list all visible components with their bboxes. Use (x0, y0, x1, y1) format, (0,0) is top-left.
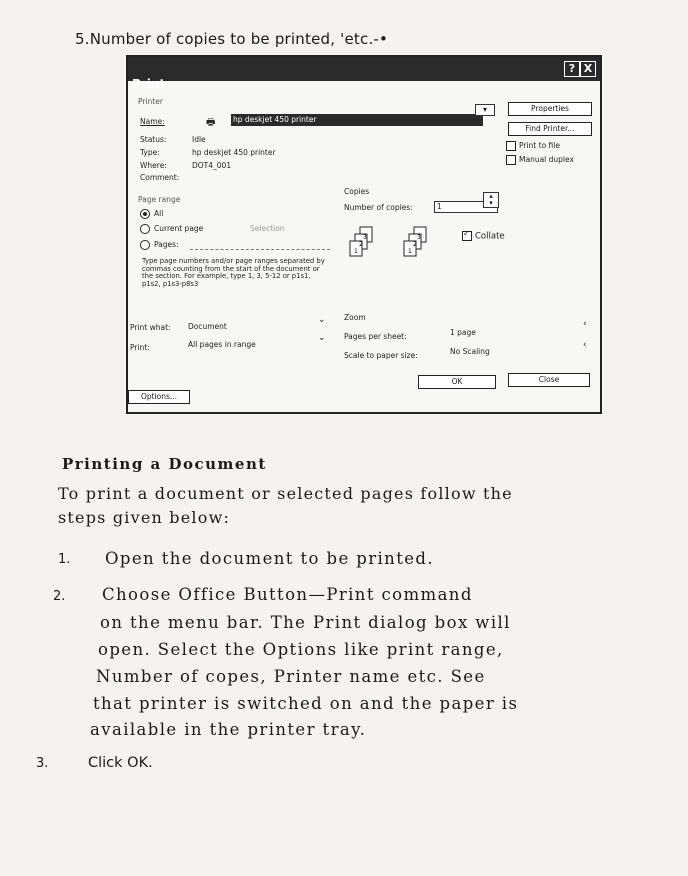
copies-label: Copies (344, 187, 370, 196)
where-value: DOT4_001 (192, 161, 232, 170)
find-printer-button[interactable]: Find Printer... (508, 122, 592, 136)
printer-icon: 🖶 (206, 117, 216, 128)
collate-label: Collate (475, 231, 505, 242)
step-text: open. Select the Options like print range, (98, 640, 504, 659)
scale-label: Scale to paper size: (344, 351, 418, 360)
print-label: Print: (130, 343, 150, 352)
all-radio[interactable] (140, 209, 163, 219)
current-page-label: Current page (154, 224, 204, 233)
pages-per-sheet-label: Pages per sheet: (344, 332, 407, 341)
close-icon[interactable]: X (580, 61, 596, 77)
step-number: 2. (53, 589, 66, 604)
print-select[interactable]: All pages in range (188, 340, 256, 349)
step-text: on the menu bar. The Print dialog box will (100, 613, 511, 632)
copies-input[interactable]: 1 (434, 201, 498, 213)
chevron-down-icon[interactable]: ‹ (583, 340, 587, 350)
selection-radio[interactable] (250, 224, 285, 233)
comment-label: Comment: (140, 173, 180, 182)
scale-select[interactable]: No Scaling (450, 347, 490, 356)
chevron-down-icon[interactable]: ⌄ (318, 315, 326, 325)
pages-help-text: Type page numbers and/or page ranges separated by commas counting from the start of the document or the section. For example, type 1, 3, 5-12 or p1s1, p1s2, p1s3-p8s3 (142, 257, 325, 288)
step-text: Number of copes, Printer name etc. See (96, 667, 486, 686)
ok-button[interactable]: OK (418, 375, 496, 389)
page-range-label: Page range (138, 195, 181, 204)
properties-button[interactable]: Properties (508, 102, 592, 116)
zoom-label: Zoom (344, 313, 366, 322)
svg-text:3: 3 (417, 234, 421, 241)
chevron-down-icon[interactable]: ⌄ (318, 333, 326, 343)
type-label: Type: (140, 148, 160, 157)
chevron-down-icon[interactable]: ▾ (475, 104, 495, 116)
pages-per-sheet-select[interactable]: 1 page (450, 328, 476, 337)
print-to-file-label: Print to file (519, 141, 560, 150)
step-text: available in the printer tray. (90, 720, 367, 739)
status-label: Status: (140, 135, 167, 144)
number-of-copies-label: Number of copies: (344, 203, 413, 212)
step-text: Open the document to be printed. (105, 549, 435, 568)
where-label: Where: (140, 161, 167, 170)
close-button[interactable]: Close (508, 373, 590, 387)
top-line: 5.Number of copies to be printed, 'etc.-• (75, 30, 389, 48)
radio-icon (140, 209, 150, 219)
radio-icon (140, 240, 150, 250)
pages-radio[interactable] (140, 240, 179, 250)
collate-illustration-icon (346, 225, 446, 271)
print-to-file-checkbox[interactable] (506, 141, 560, 151)
printer-section-label: Printer (138, 97, 163, 106)
print-dialog (126, 55, 602, 414)
printer-name-select[interactable]: hp deskjet 450 printer (231, 114, 483, 126)
selection-label: Selection (250, 224, 285, 233)
name-label: Name: (140, 117, 165, 126)
print-what-label: Print what: (130, 323, 171, 332)
current-page-radio[interactable] (140, 224, 203, 234)
checkbox-icon (506, 141, 516, 151)
dialog-title-bar (128, 57, 600, 91)
print-what-select[interactable]: Document (188, 322, 227, 331)
step-text: Choose Office Button—Print command (102, 585, 473, 604)
svg-text:3: 3 (363, 234, 367, 241)
status-value: Idle (192, 135, 206, 144)
chevron-down-icon[interactable]: ‹ (583, 319, 587, 329)
help-icon[interactable]: ? (564, 61, 580, 77)
copies-spinner[interactable]: ▴ ▾ (483, 192, 499, 208)
manual-duplex-checkbox[interactable] (506, 155, 574, 165)
collate-checkbox[interactable] (462, 231, 505, 242)
pages-input[interactable] (190, 249, 330, 250)
options-button[interactable]: Options... (128, 390, 190, 404)
section-heading: Printing a Document (62, 455, 267, 473)
svg-text:1: 1 (408, 248, 412, 255)
checkbox-icon (506, 155, 516, 165)
manual-duplex-label: Manual duplex (519, 155, 574, 164)
step-text: that printer is switched on and the paper is (93, 694, 519, 713)
dialog-title: Print (132, 77, 166, 91)
checkbox-icon (462, 231, 472, 241)
step-text: Click OK. (88, 755, 153, 771)
svg-text:2: 2 (413, 241, 417, 248)
intro-paragraph: To print a document or selected pages follow the steps given below: (58, 484, 513, 527)
radio-icon (140, 224, 150, 234)
step-number: 1. (58, 552, 71, 567)
all-label: All (154, 209, 164, 218)
type-value: hp deskjet 450 printer (192, 148, 276, 157)
pages-label: Pages: (154, 240, 179, 249)
step-number: 3. (36, 756, 49, 771)
svg-text:1: 1 (354, 248, 358, 255)
svg-text:2: 2 (359, 241, 363, 248)
